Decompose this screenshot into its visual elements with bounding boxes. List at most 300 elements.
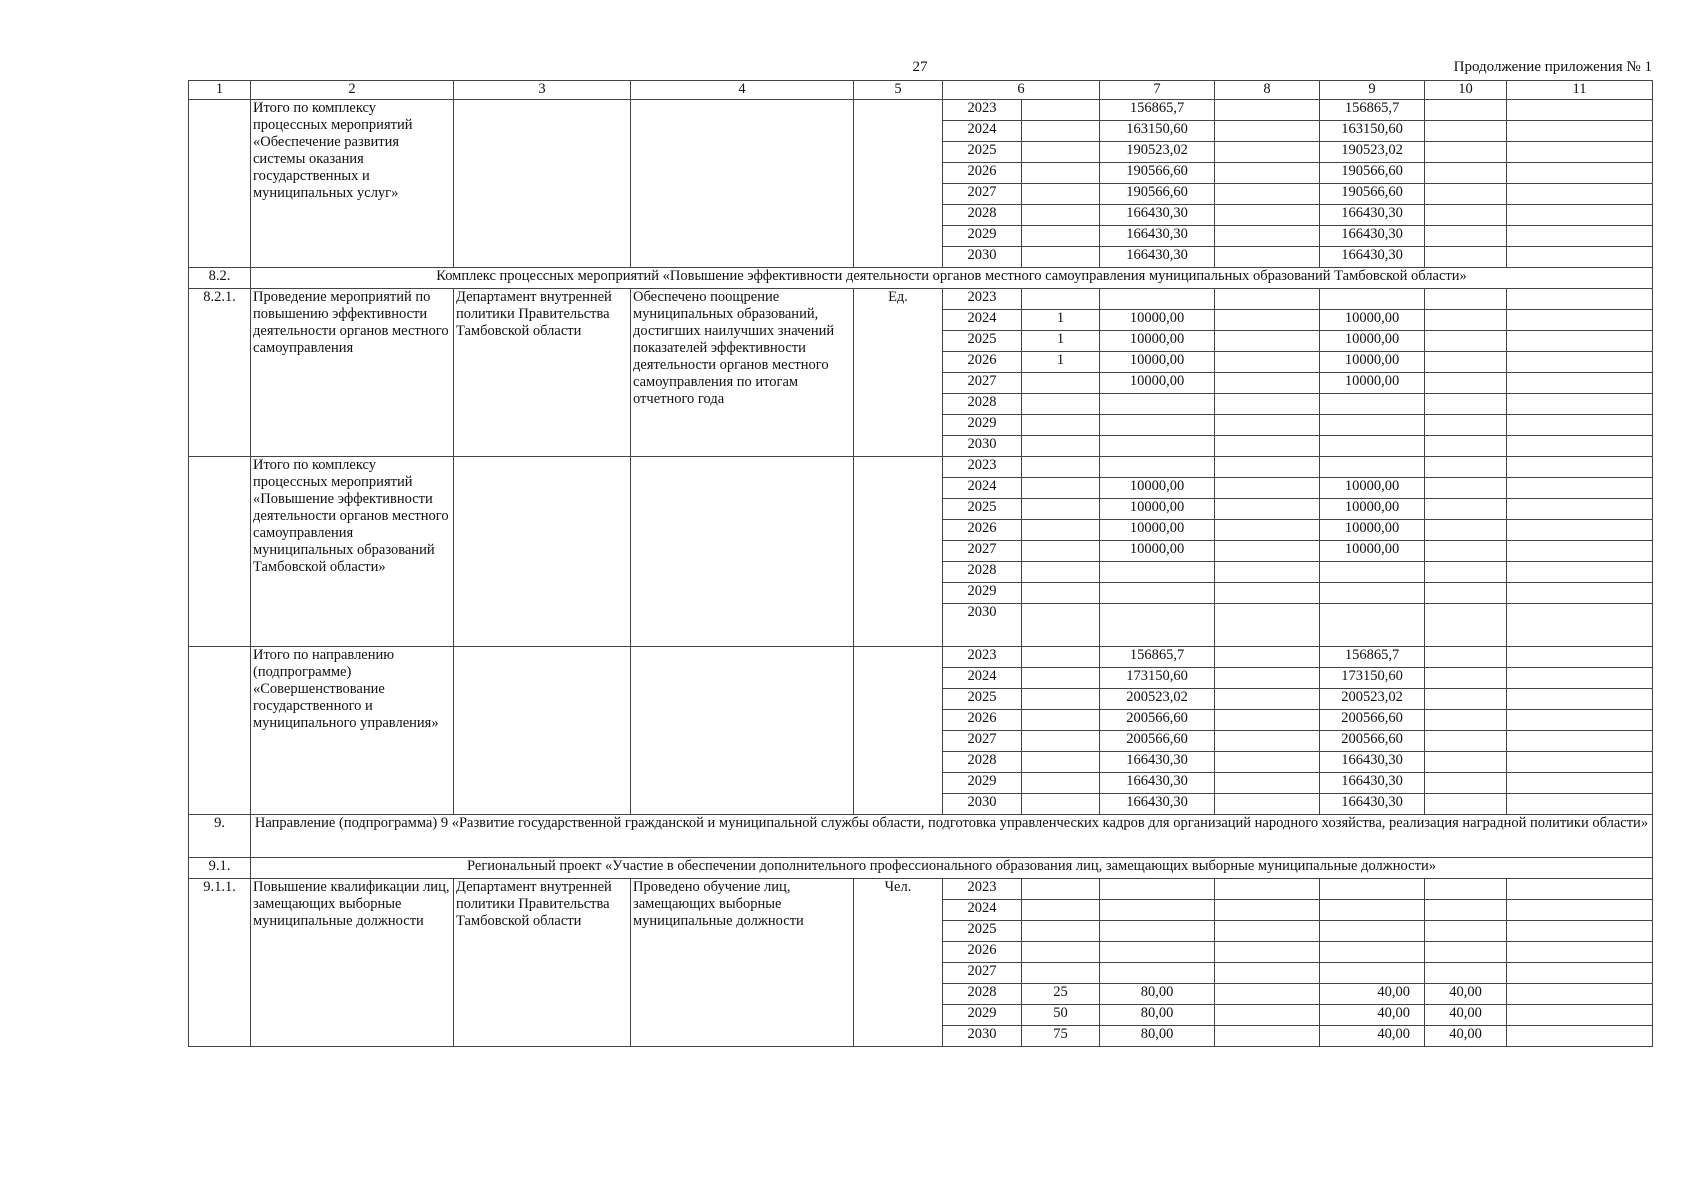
indicator-value-cell [1022,226,1100,247]
year-cell: 2023 [943,457,1022,478]
local-cell [1425,163,1507,184]
federal-cell [1215,963,1320,984]
other-cell [1507,731,1653,752]
item-department [454,647,631,815]
local-cell [1425,373,1507,394]
local-cell [1425,689,1507,710]
local-cell [1425,520,1507,541]
item-name: Итого по направлению (подпрограмме) «Совершенствование государственного и муниципального управления» [251,647,454,815]
federal-cell [1215,142,1320,163]
indicator-value-cell [1022,689,1100,710]
total-cell: 173150,60 [1100,668,1215,689]
local-cell [1425,773,1507,794]
year-cell: 2024 [943,121,1022,142]
local-cell [1425,142,1507,163]
other-cell [1507,415,1653,436]
regional-cell: 166430,30 [1320,794,1425,815]
indicator-value-cell [1022,100,1100,121]
local-cell [1425,900,1507,921]
section-title: Направление (подпрограмма) 9 «Развитие государственной гражданской и муниципальной службы области, подготовка управленческих кадров для организаций народного хозяйства, реализация наградной политики области» [251,815,1653,858]
header-cell: 1 [189,81,251,100]
indicator-value-cell [1022,942,1100,963]
local-cell [1425,352,1507,373]
federal-cell [1215,499,1320,520]
indicator-value-cell [1022,604,1100,647]
total-cell: 166430,30 [1100,226,1215,247]
regional-cell: 10000,00 [1320,499,1425,520]
local-cell [1425,310,1507,331]
regional-cell: 10000,00 [1320,352,1425,373]
year-cell: 2030 [943,794,1022,815]
local-cell [1425,731,1507,752]
item-department: Департамент внутренней политики Правительства Тамбовской области [454,289,631,457]
total-cell: 10000,00 [1100,520,1215,541]
federal-cell [1215,583,1320,604]
other-cell [1507,373,1653,394]
local-cell [1425,184,1507,205]
total-cell [1100,289,1215,310]
indicator-value-cell [1022,520,1100,541]
regional-cell: 200523,02 [1320,689,1425,710]
regional-cell: 40,00 [1320,1026,1425,1047]
local-cell [1425,710,1507,731]
indicator-value-cell [1022,541,1100,562]
year-cell: 2027 [943,731,1022,752]
federal-cell [1215,373,1320,394]
header-cell: 5 [854,81,943,100]
total-cell: 80,00 [1100,984,1215,1005]
local-cell [1425,205,1507,226]
local-cell [1425,478,1507,499]
regional-cell [1320,436,1425,457]
item-department [454,457,631,647]
federal-cell [1215,520,1320,541]
header-cell: 4 [631,81,854,100]
total-cell: 10000,00 [1100,541,1215,562]
regional-cell [1320,457,1425,478]
indicator-value-cell [1022,457,1100,478]
total-cell [1100,900,1215,921]
year-cell: 2029 [943,415,1022,436]
year-cell: 2028 [943,984,1022,1005]
regional-cell [1320,963,1425,984]
federal-cell [1215,310,1320,331]
federal-cell [1215,415,1320,436]
indicator-value-cell [1022,562,1100,583]
item-number: 9.1.1. [189,879,251,1047]
total-cell [1100,963,1215,984]
regional-cell: 166430,30 [1320,205,1425,226]
indicator-value-cell [1022,710,1100,731]
federal-cell [1215,289,1320,310]
year-cell: 2028 [943,562,1022,583]
other-cell [1507,1005,1653,1026]
indicator-value-cell [1022,373,1100,394]
other-cell [1507,478,1653,499]
section-number: 9.1. [189,858,251,879]
year-cell: 2026 [943,520,1022,541]
local-cell [1425,752,1507,773]
regional-cell [1320,562,1425,583]
total-cell [1100,562,1215,583]
other-cell [1507,668,1653,689]
regional-cell: 10000,00 [1320,373,1425,394]
total-cell: 10000,00 [1100,478,1215,499]
indicator-value-cell: 75 [1022,1026,1100,1047]
header-cell: 2 [251,81,454,100]
regional-cell: 190523,02 [1320,142,1425,163]
local-cell [1425,226,1507,247]
other-cell [1507,499,1653,520]
regional-cell: 190566,60 [1320,184,1425,205]
indicator-value-cell [1022,247,1100,268]
local-cell: 40,00 [1425,1005,1507,1026]
regional-cell [1320,942,1425,963]
year-cell: 2030 [943,604,1022,647]
year-cell: 2025 [943,142,1022,163]
regional-cell: 166430,30 [1320,247,1425,268]
federal-cell [1215,773,1320,794]
total-cell: 200523,02 [1100,689,1215,710]
header-cell: 3 [454,81,631,100]
federal-cell [1215,331,1320,352]
indicator-value-cell [1022,415,1100,436]
page-number: 27 [912,59,928,75]
total-cell: 10000,00 [1100,373,1215,394]
other-cell [1507,520,1653,541]
table-row [189,100,1653,121]
year-cell: 2023 [943,289,1022,310]
section-row [189,858,1653,879]
federal-cell [1215,900,1320,921]
local-cell [1425,879,1507,900]
federal-cell [1215,668,1320,689]
item-result [631,647,854,815]
item-number [189,100,251,268]
year-cell: 2026 [943,942,1022,963]
indicator-value-cell [1022,900,1100,921]
regional-cell [1320,879,1425,900]
header-row [189,81,1653,100]
total-cell [1100,415,1215,436]
total-cell: 200566,60 [1100,710,1215,731]
year-cell: 2025 [943,921,1022,942]
regional-cell: 10000,00 [1320,478,1425,499]
total-cell: 80,00 [1100,1026,1215,1047]
other-cell [1507,921,1653,942]
item-unit: Ед. [854,289,943,457]
item-name: Итого по комплексу процессных мероприятий «Обеспечение развития системы оказания государственных и муниципальных услуг» [251,100,454,268]
federal-cell [1215,352,1320,373]
total-cell: 80,00 [1100,1005,1215,1026]
header-cell: 7 [1100,81,1215,100]
local-cell: 40,00 [1425,984,1507,1005]
regional-cell: 200566,60 [1320,710,1425,731]
indicator-value-cell: 25 [1022,984,1100,1005]
total-cell: 166430,30 [1100,794,1215,815]
year-cell: 2024 [943,668,1022,689]
item-unit [854,647,943,815]
item-name: Повышение квалификации лиц, замещающих выборные муниципальные должности [251,879,454,1047]
other-cell [1507,984,1653,1005]
local-cell [1425,100,1507,121]
regional-cell [1320,583,1425,604]
indicator-value-cell [1022,436,1100,457]
federal-cell [1215,921,1320,942]
table-row [189,289,1653,310]
local-cell [1425,963,1507,984]
total-cell: 156865,7 [1100,100,1215,121]
other-cell [1507,752,1653,773]
year-cell: 2025 [943,331,1022,352]
year-cell: 2023 [943,879,1022,900]
item-number: 8.2.1. [189,289,251,457]
indicator-value-cell [1022,142,1100,163]
federal-cell [1215,562,1320,583]
year-cell: 2030 [943,1026,1022,1047]
total-cell [1100,604,1215,647]
other-cell [1507,142,1653,163]
local-cell [1425,921,1507,942]
local-cell [1425,583,1507,604]
other-cell [1507,247,1653,268]
total-cell [1100,457,1215,478]
year-cell: 2028 [943,752,1022,773]
other-cell [1507,900,1653,921]
other-cell [1507,331,1653,352]
local-cell: 40,00 [1425,1026,1507,1047]
local-cell [1425,121,1507,142]
indicator-value-cell: 1 [1022,310,1100,331]
year-cell: 2030 [943,436,1022,457]
federal-cell [1215,541,1320,562]
regional-cell: 40,00 [1320,984,1425,1005]
total-cell: 10000,00 [1100,331,1215,352]
item-name: Итого по комплексу процессных мероприятий «Повышение эффективности деятельности органов местного самоуправления муниципальных образований Тамбовской области» [251,457,454,647]
local-cell [1425,562,1507,583]
federal-cell [1215,121,1320,142]
local-cell [1425,289,1507,310]
other-cell [1507,163,1653,184]
total-cell: 190523,02 [1100,142,1215,163]
item-unit [854,457,943,647]
local-cell [1425,436,1507,457]
header-cell: 10 [1425,81,1507,100]
other-cell [1507,352,1653,373]
other-cell [1507,963,1653,984]
local-cell [1425,604,1507,647]
year-cell: 2026 [943,163,1022,184]
federal-cell [1215,984,1320,1005]
total-cell: 166430,30 [1100,773,1215,794]
other-cell [1507,604,1653,647]
total-cell [1100,436,1215,457]
other-cell [1507,121,1653,142]
local-cell [1425,415,1507,436]
indicator-value-cell [1022,773,1100,794]
indicator-value-cell [1022,289,1100,310]
other-cell [1507,394,1653,415]
year-cell: 2029 [943,773,1022,794]
section-number: 8.2. [189,268,251,289]
header-cell: 11 [1507,81,1653,100]
regional-cell [1320,415,1425,436]
year-cell: 2028 [943,205,1022,226]
regional-cell [1320,900,1425,921]
item-result: Проведено обучение лиц, замещающих выборные муниципальные должности [631,879,854,1047]
total-cell: 156865,7 [1100,647,1215,668]
year-cell: 2029 [943,226,1022,247]
other-cell [1507,289,1653,310]
table-row [189,457,1653,478]
header-cell: 8 [1215,81,1320,100]
indicator-value-cell [1022,184,1100,205]
total-cell [1100,942,1215,963]
federal-cell [1215,1026,1320,1047]
other-cell [1507,794,1653,815]
regional-cell [1320,394,1425,415]
item-name: Проведение мероприятий по повышению эффективности деятельности органов местного самоуправления [251,289,454,457]
total-cell [1100,583,1215,604]
other-cell [1507,184,1653,205]
other-cell [1507,773,1653,794]
regional-cell: 166430,30 [1320,773,1425,794]
regional-cell: 200566,60 [1320,731,1425,752]
year-cell: 2023 [943,647,1022,668]
regional-cell: 156865,7 [1320,100,1425,121]
federal-cell [1215,184,1320,205]
indicator-value-cell [1022,668,1100,689]
indicator-value-cell: 1 [1022,352,1100,373]
table-body [189,81,1653,1047]
indicator-value-cell [1022,478,1100,499]
item-result [631,457,854,647]
other-cell [1507,226,1653,247]
year-cell: 2029 [943,1005,1022,1026]
federal-cell [1215,731,1320,752]
regional-cell: 10000,00 [1320,541,1425,562]
indicator-value-cell: 50 [1022,1005,1100,1026]
other-cell [1507,1026,1653,1047]
other-cell [1507,310,1653,331]
year-cell: 2024 [943,310,1022,331]
item-result [631,100,854,268]
federal-cell [1215,879,1320,900]
total-cell [1100,921,1215,942]
local-cell [1425,499,1507,520]
item-number [189,647,251,815]
federal-cell [1215,163,1320,184]
federal-cell [1215,205,1320,226]
item-unit [854,100,943,268]
federal-cell [1215,247,1320,268]
local-cell [1425,794,1507,815]
regional-cell: 190566,60 [1320,163,1425,184]
section-number: 9. [189,815,251,858]
total-cell: 190566,60 [1100,184,1215,205]
year-cell: 2027 [943,963,1022,984]
regional-cell [1320,604,1425,647]
federal-cell [1215,478,1320,499]
regional-cell: 163150,60 [1320,121,1425,142]
regional-cell: 40,00 [1320,1005,1425,1026]
other-cell [1507,689,1653,710]
indicator-value-cell [1022,394,1100,415]
indicator-value-cell [1022,731,1100,752]
total-cell: 10000,00 [1100,310,1215,331]
local-cell [1425,541,1507,562]
indicator-value-cell [1022,499,1100,520]
header-cell: 6 [943,81,1100,100]
local-cell [1425,394,1507,415]
other-cell [1507,562,1653,583]
total-cell: 10000,00 [1100,352,1215,373]
total-cell: 163150,60 [1100,121,1215,142]
item-number [189,457,251,647]
regional-cell: 173150,60 [1320,668,1425,689]
total-cell: 190566,60 [1100,163,1215,184]
federal-cell [1215,794,1320,815]
indicator-value-cell [1022,794,1100,815]
regional-cell [1320,921,1425,942]
federal-cell [1215,1005,1320,1026]
local-cell [1425,668,1507,689]
year-cell: 2026 [943,352,1022,373]
section-title: Комплекс процессных мероприятий «Повышение эффективности деятельности органов местного самоуправления муниципальных образований Тамбовской области» [251,268,1653,289]
total-cell: 200566,60 [1100,731,1215,752]
federal-cell [1215,604,1320,647]
federal-cell [1215,942,1320,963]
local-cell [1425,457,1507,478]
section-title: Региональный проект «Участие в обеспечении дополнительного профессионального образования лиц, замещающих выборные муниципальные должности» [251,858,1653,879]
header-cell: 9 [1320,81,1425,100]
indicator-value-cell [1022,583,1100,604]
other-cell [1507,457,1653,478]
regional-cell: 166430,30 [1320,226,1425,247]
total-cell: 10000,00 [1100,499,1215,520]
indicator-value-cell [1022,205,1100,226]
local-cell [1425,331,1507,352]
indicator-value-cell [1022,121,1100,142]
year-cell: 2027 [943,373,1022,394]
federal-cell [1215,394,1320,415]
other-cell [1507,205,1653,226]
local-cell [1425,247,1507,268]
total-cell: 166430,30 [1100,752,1215,773]
year-cell: 2024 [943,900,1022,921]
year-cell: 2029 [943,583,1022,604]
year-cell: 2025 [943,499,1022,520]
indicator-value-cell [1022,963,1100,984]
indicator-value-cell [1022,879,1100,900]
year-cell: 2028 [943,394,1022,415]
indicator-value-cell [1022,752,1100,773]
year-cell: 2027 [943,541,1022,562]
federal-cell [1215,100,1320,121]
regional-cell [1320,289,1425,310]
section-row [189,268,1653,289]
total-cell: 166430,30 [1100,205,1215,226]
item-department: Департамент внутренней политики Правительства Тамбовской области [454,879,631,1047]
other-cell [1507,879,1653,900]
total-cell [1100,394,1215,415]
continuation-label: Продолжение приложения № 1 [1453,59,1652,75]
budget-table [188,80,1653,1047]
total-cell [1100,879,1215,900]
indicator-value-cell [1022,163,1100,184]
item-unit: Чел. [854,879,943,1047]
other-cell [1507,583,1653,604]
